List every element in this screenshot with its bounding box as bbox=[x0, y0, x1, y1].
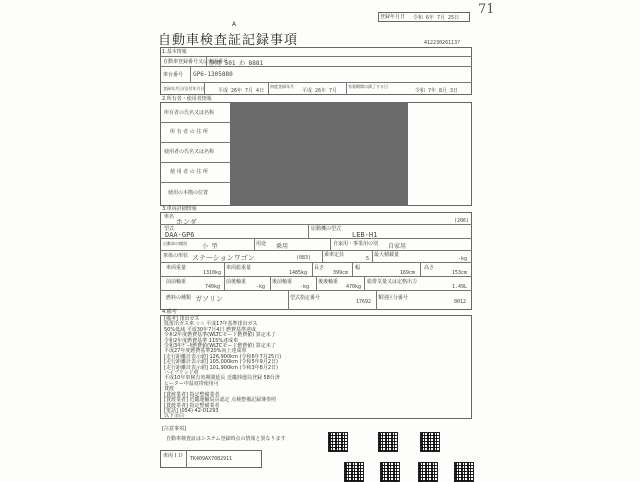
front-axle-label: 前前軸重 bbox=[166, 279, 187, 285]
vehicle-id-value: TK409AX7082911 bbox=[190, 456, 233, 462]
displacement-label: 総排気量又は定格出力 bbox=[367, 279, 418, 285]
remark-line: 平成10年車検有効期間延長 近畿陸運局登録 58台済 bbox=[164, 375, 280, 382]
model-number-value: 17692 bbox=[356, 299, 372, 305]
engine-label: 原動機の型式 bbox=[311, 226, 342, 232]
maker-code: (206) bbox=[454, 218, 470, 224]
maker-value: ホンダ bbox=[176, 218, 197, 226]
weight-label: 車両重量 bbox=[166, 265, 187, 271]
qr-code bbox=[454, 462, 474, 482]
shape-code: (083) bbox=[296, 255, 312, 261]
remark-line: 低排出ガス車 ☆☆ 平成17年基準排出ガス bbox=[164, 321, 258, 328]
qr-code bbox=[380, 462, 400, 482]
qr-code bbox=[344, 462, 364, 482]
base-location-label: 使用の本拠の位置 bbox=[168, 190, 209, 196]
capacity-value: 5 bbox=[366, 256, 370, 262]
rear-rear-axle-value: 470kg bbox=[346, 284, 362, 290]
engine-value: LEB-H1 bbox=[352, 231, 378, 239]
first-year-value: 平成 26年 7月 bbox=[302, 88, 338, 94]
rear-front-axle-value: -kg bbox=[300, 284, 310, 290]
front-axle-value: 740kg bbox=[205, 284, 221, 290]
reg-number-value: 静岡 501 わ 8881 bbox=[209, 60, 264, 67]
width-value: 169cm bbox=[400, 270, 416, 276]
registration-date-value: 令和 6年 7月 25日 bbox=[413, 15, 460, 21]
remark-line: [走行距離計表示値] 101,900km (令和3年8月2日) bbox=[164, 364, 278, 371]
use-value: 乗用 bbox=[276, 243, 289, 250]
height-label: 高さ bbox=[424, 265, 435, 271]
qr-code bbox=[420, 432, 440, 452]
chassis-value: GP6-1305880 bbox=[193, 71, 233, 78]
front-rear-axle-value: -kg bbox=[256, 284, 266, 290]
redaction-block bbox=[230, 102, 408, 206]
remark-line: 平成27年度燃費基準20%向上達成車 bbox=[164, 348, 247, 355]
chassis-label: 車台番号 bbox=[163, 72, 184, 78]
remarks-heading: 4.備考 bbox=[162, 309, 177, 315]
fuel-label: 燃料の種類 bbox=[166, 295, 192, 301]
remark-line: 以下余白 bbox=[164, 413, 185, 420]
capacity-label: 乗車定員 bbox=[324, 252, 345, 258]
remark-line: [貸渡業者] 指定整備業者 bbox=[164, 402, 220, 409]
kind-label: 自動車の種別 bbox=[163, 241, 187, 246]
registration-date-label: 登録年月日 bbox=[380, 14, 406, 20]
width-label: 幅 bbox=[355, 265, 361, 271]
qr-code bbox=[418, 462, 438, 482]
notice-heading: [注意事項] bbox=[162, 426, 186, 432]
remark-line: ヒーター中温度帯使用可 bbox=[164, 380, 219, 387]
vehicle-id-label: 車両ＩＤ bbox=[163, 453, 184, 459]
displacement-value: 1.49L bbox=[452, 284, 468, 290]
biz-label: 自家用・事業用の別 bbox=[333, 241, 379, 247]
height-value: 153cm bbox=[452, 270, 468, 276]
model-number-label: 型式指定番号 bbox=[290, 295, 321, 301]
document-number: 41223026113? bbox=[424, 40, 461, 46]
front-rear-axle-label: 前後軸重 bbox=[226, 279, 247, 285]
length-value: 399cm bbox=[333, 270, 349, 276]
handwritten-note: 71 bbox=[478, 2, 495, 17]
remarks-list bbox=[164, 317, 281, 420]
weight-value: 1310kg bbox=[203, 270, 222, 276]
expiry-value: 令和 7年 8月 3日 bbox=[415, 88, 459, 94]
class-number-label: 類別区分番号 bbox=[378, 295, 409, 301]
user-address-label: 使 用 者 の 住 所 bbox=[170, 169, 208, 175]
maker-label: 車名 bbox=[164, 214, 175, 220]
vehicle-info-heading: 3.車両詳細情報 bbox=[162, 206, 197, 212]
first-year-label: 初度登録年月 bbox=[270, 84, 294, 89]
fuel-value: ガソリン bbox=[195, 295, 223, 303]
model-label: 型式 bbox=[164, 226, 175, 232]
qr-code bbox=[378, 432, 398, 452]
notice-text: 自動車検査証はシステム登録時点の情報と異なります bbox=[166, 436, 286, 442]
kind-value: 小 型 bbox=[202, 243, 218, 250]
document-title: 自動車検査証記録事項 bbox=[158, 33, 299, 48]
owner-info-heading: 2.所有者・使用者情報 bbox=[162, 96, 212, 102]
remark-line: 令和2年度燃費基準(WLTCモード燃費値) 算定未了 bbox=[164, 332, 276, 339]
remark-line: 50%低減 平成30年7月4日 燃費基準達成 bbox=[164, 326, 257, 333]
shape-value: ステーションワゴン bbox=[192, 254, 255, 262]
remark-line: [走行距離計表示値] 105,000km (令和5年9月2日) bbox=[164, 359, 278, 366]
remark-line: ハイブリッド車 bbox=[164, 370, 199, 377]
shape-label: 車体の形状 bbox=[163, 253, 189, 259]
remark-line: 令和2年度燃費基準 115%達成車 bbox=[164, 337, 239, 344]
max-load-label: 最大積載量 bbox=[374, 252, 400, 258]
biz-value: 自家用 bbox=[388, 243, 407, 250]
length-label: 長さ bbox=[314, 265, 325, 271]
qr-code bbox=[328, 432, 348, 452]
rear-front-axle-label: 後前軸重 bbox=[272, 279, 293, 285]
top-marker: A bbox=[232, 21, 237, 28]
rear-rear-axle-label: 後後軸重 bbox=[318, 279, 339, 285]
class-number-value: 0012 bbox=[454, 299, 467, 305]
basic-info-heading: 1.基本情報 bbox=[162, 49, 187, 55]
first-reg-label: 登録年月日/交付年月日 bbox=[163, 86, 205, 91]
owner-name-label: 所有者の氏名又は名称 bbox=[164, 110, 215, 116]
remark-line: [電話] (054) 42-01293 bbox=[164, 407, 219, 414]
remark-line: [貸渡業者] 近畿運輸局長認定 点検整備記録簿参照 bbox=[164, 397, 277, 404]
gross-label: 車両総重量 bbox=[226, 265, 252, 271]
remark-line: [貸渡業者] 指定整備業者 bbox=[164, 391, 220, 398]
remark-line: 令和3年ﾃﾞｰﾀ燃費値(WLTCモード燃費値) 算定未了 bbox=[164, 343, 276, 350]
use-label: 用途 bbox=[256, 241, 267, 247]
owner-address-label: 所 有 者 の 住 所 bbox=[170, 129, 208, 135]
max-load-value: -kg bbox=[458, 256, 468, 262]
model-value: DAA-GP6 bbox=[165, 231, 195, 239]
remark-line: 貸渡 bbox=[164, 386, 175, 393]
remark-line: [備考] 排出ガス bbox=[164, 316, 200, 322]
gross-value: 1485kg bbox=[289, 270, 308, 276]
first-reg-value: 平成 26年 7月 4日 bbox=[218, 88, 265, 94]
user-name-label: 使用者の氏名又は名称 bbox=[164, 149, 215, 155]
expiry-label: 有効期間の満了する日 bbox=[348, 84, 388, 89]
remark-line: [走行距離計表示値] 126,900km (令和6年7月25日) bbox=[164, 353, 282, 360]
reg-number-label: 自動車登録番号又は車両番号 bbox=[163, 59, 229, 65]
